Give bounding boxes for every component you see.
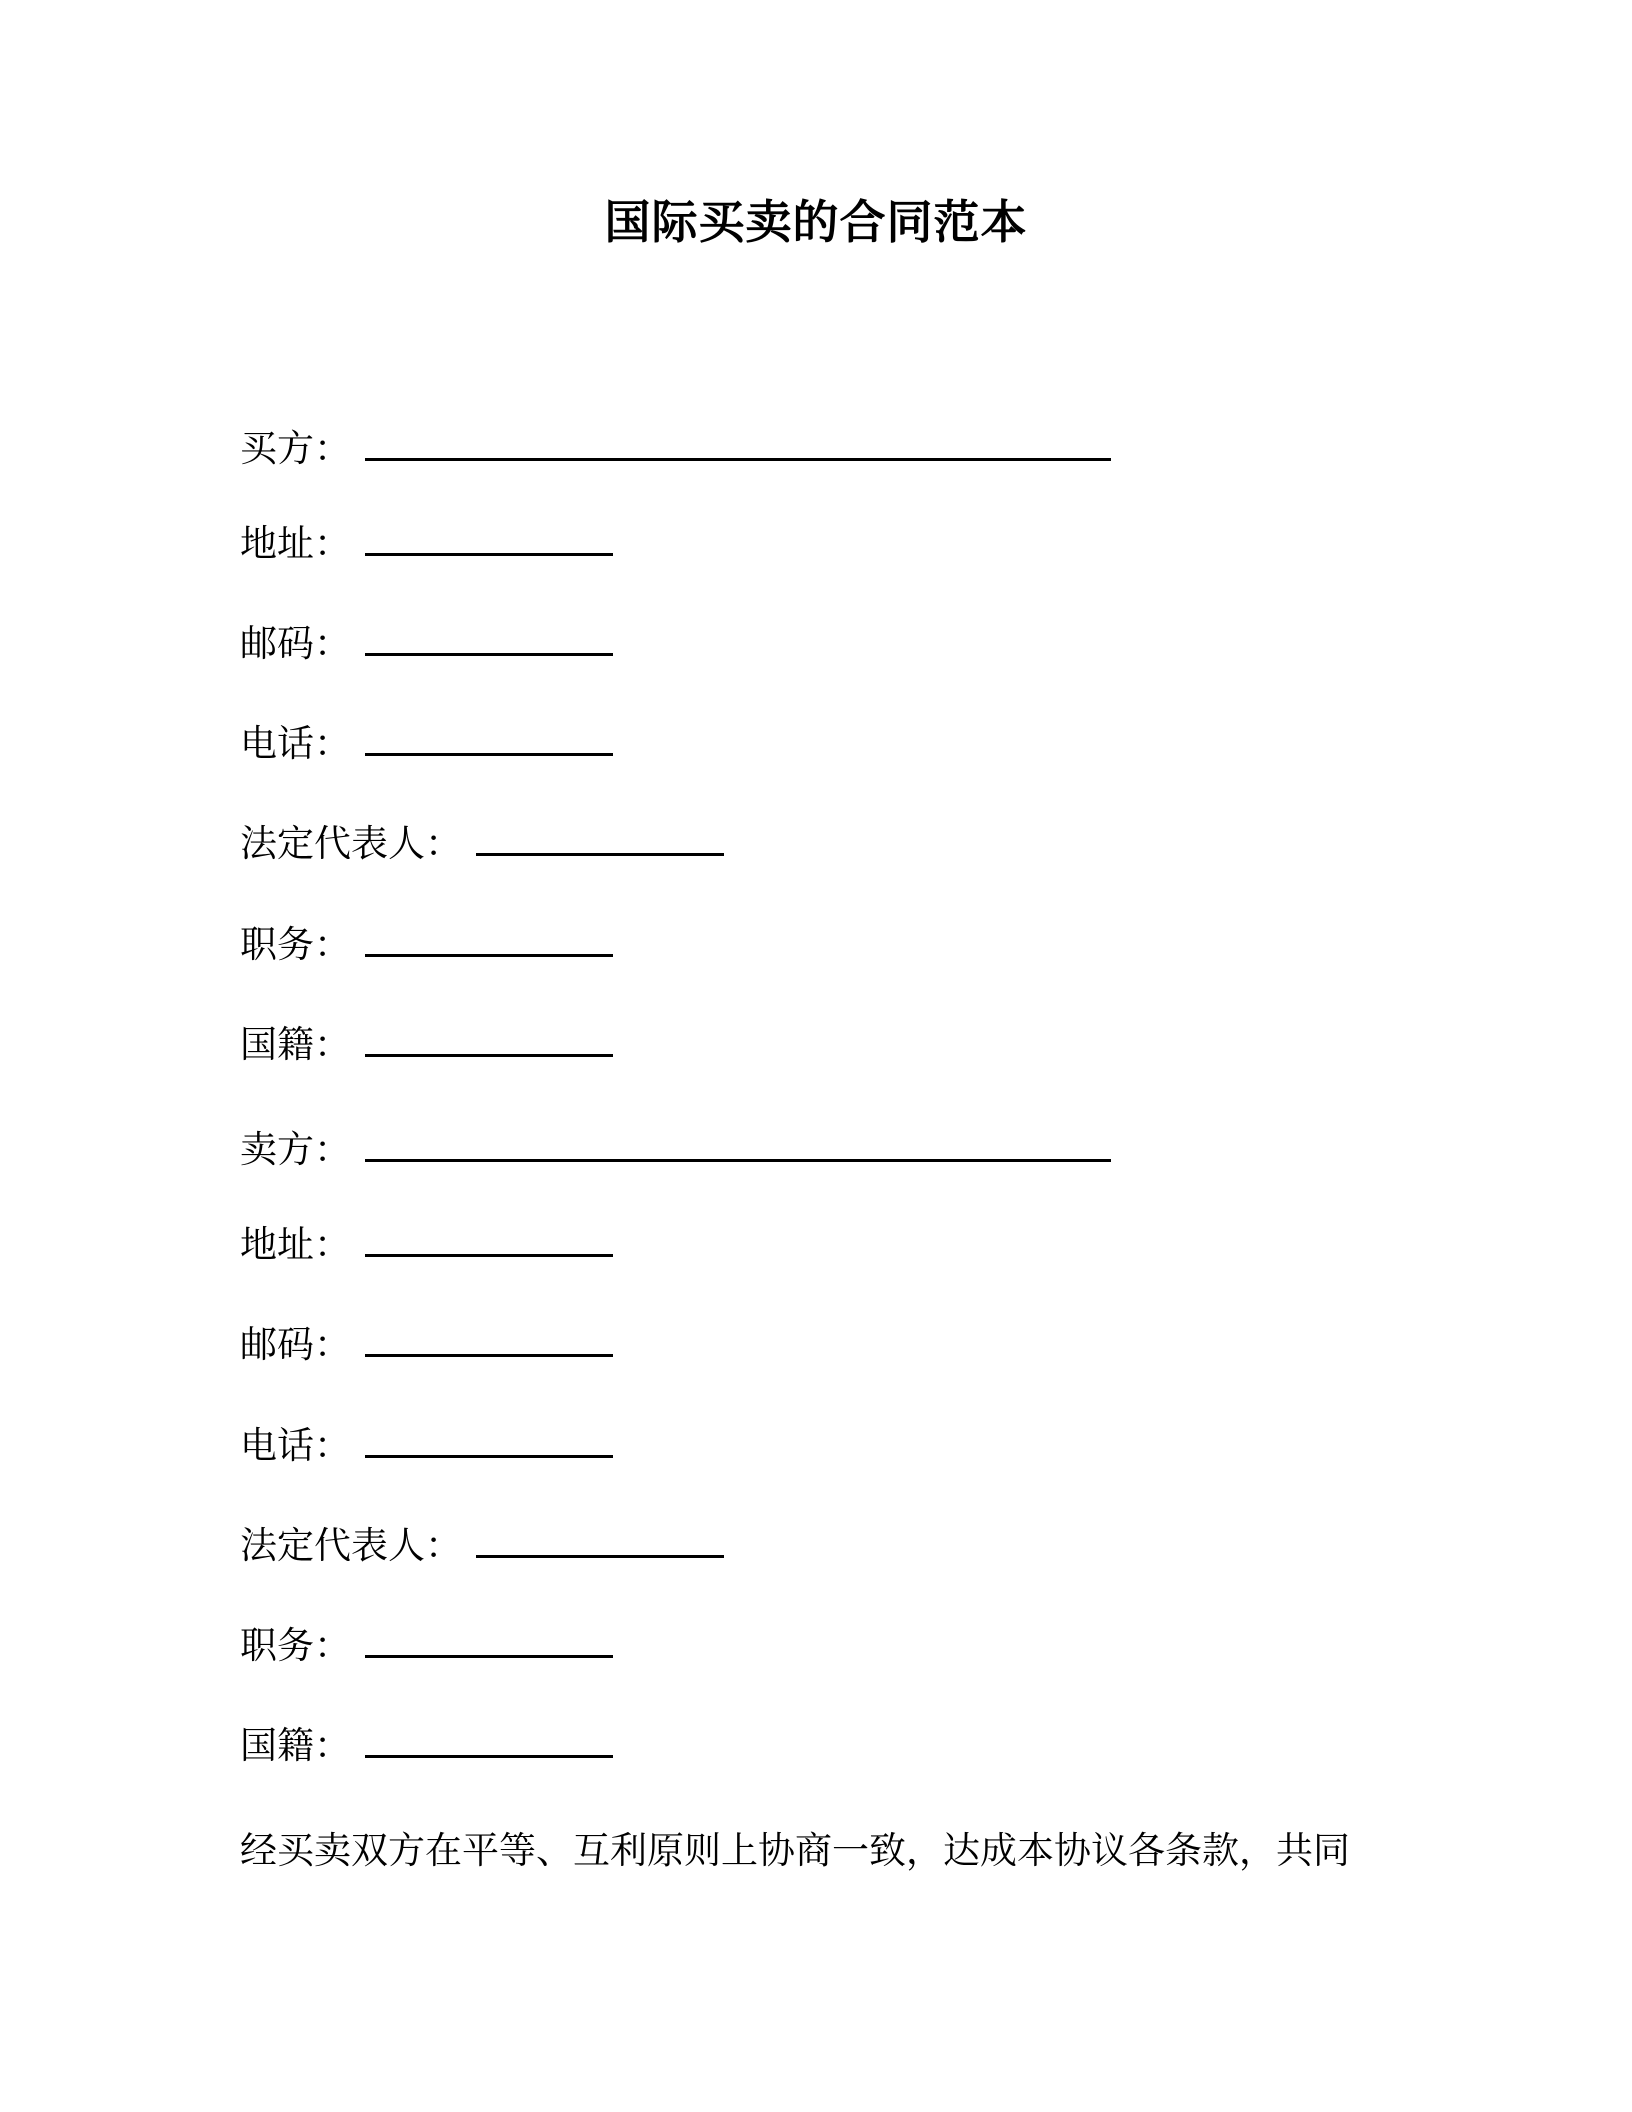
seller-party-label: 卖方： bbox=[240, 1128, 351, 1171]
seller-legal-rep-row bbox=[240, 1521, 724, 1571]
buyer-position-label: 职务： bbox=[240, 923, 351, 966]
buyer-legal-rep-row bbox=[240, 819, 724, 869]
buyer-legal-rep-blank[interactable] bbox=[476, 823, 724, 856]
agreement-paragraph: 经买卖双方在平等、互利原则上协商一致，达成本协议各条款，共同 bbox=[240, 1829, 1350, 1872]
seller-postcode-blank[interactable] bbox=[365, 1324, 613, 1357]
seller-phone-blank[interactable] bbox=[365, 1425, 613, 1458]
document-title: 国际买卖的合同范本 bbox=[604, 195, 1028, 249]
seller-legal-rep-blank[interactable] bbox=[476, 1525, 724, 1558]
seller-nationality-row bbox=[240, 1721, 613, 1771]
seller-phone-row bbox=[240, 1421, 613, 1471]
seller-postcode-row bbox=[240, 1320, 613, 1370]
seller-position-blank[interactable] bbox=[365, 1625, 613, 1658]
buyer-nationality-blank[interactable] bbox=[365, 1024, 613, 1057]
buyer-nationality-row bbox=[240, 1020, 613, 1070]
seller-position-label: 职务： bbox=[240, 1624, 351, 1667]
seller-address-label: 地址： bbox=[240, 1223, 351, 1266]
seller-party-row bbox=[240, 1125, 1111, 1175]
seller-position-row bbox=[240, 1621, 613, 1671]
buyer-legal-rep-label: 法定代表人： bbox=[240, 822, 462, 865]
buyer-position-blank[interactable] bbox=[365, 924, 613, 957]
seller-address-blank[interactable] bbox=[365, 1224, 613, 1257]
seller-party-blank[interactable] bbox=[365, 1129, 1111, 1162]
buyer-postcode-label: 邮码： bbox=[240, 622, 351, 665]
buyer-party-row bbox=[240, 424, 1111, 474]
buyer-position-row bbox=[240, 920, 613, 970]
buyer-phone-row bbox=[240, 719, 613, 769]
buyer-address-row bbox=[240, 519, 613, 569]
seller-phone-label: 电话： bbox=[240, 1424, 351, 1467]
buyer-party-blank[interactable] bbox=[365, 428, 1111, 461]
seller-legal-rep-label: 法定代表人： bbox=[240, 1524, 462, 1567]
buyer-phone-blank[interactable] bbox=[365, 723, 613, 756]
seller-address-row bbox=[240, 1220, 613, 1270]
seller-nationality-label: 国籍： bbox=[240, 1724, 351, 1767]
seller-nationality-blank[interactable] bbox=[365, 1725, 613, 1758]
buyer-nationality-label: 国籍： bbox=[240, 1023, 351, 1066]
buyer-party-label: 买方： bbox=[240, 427, 351, 470]
buyer-postcode-row bbox=[240, 619, 613, 669]
buyer-address-label: 地址： bbox=[240, 522, 351, 565]
buyer-address-blank[interactable] bbox=[365, 523, 613, 556]
seller-postcode-label: 邮码： bbox=[240, 1323, 351, 1366]
buyer-postcode-blank[interactable] bbox=[365, 623, 613, 656]
buyer-phone-label: 电话： bbox=[240, 722, 351, 765]
